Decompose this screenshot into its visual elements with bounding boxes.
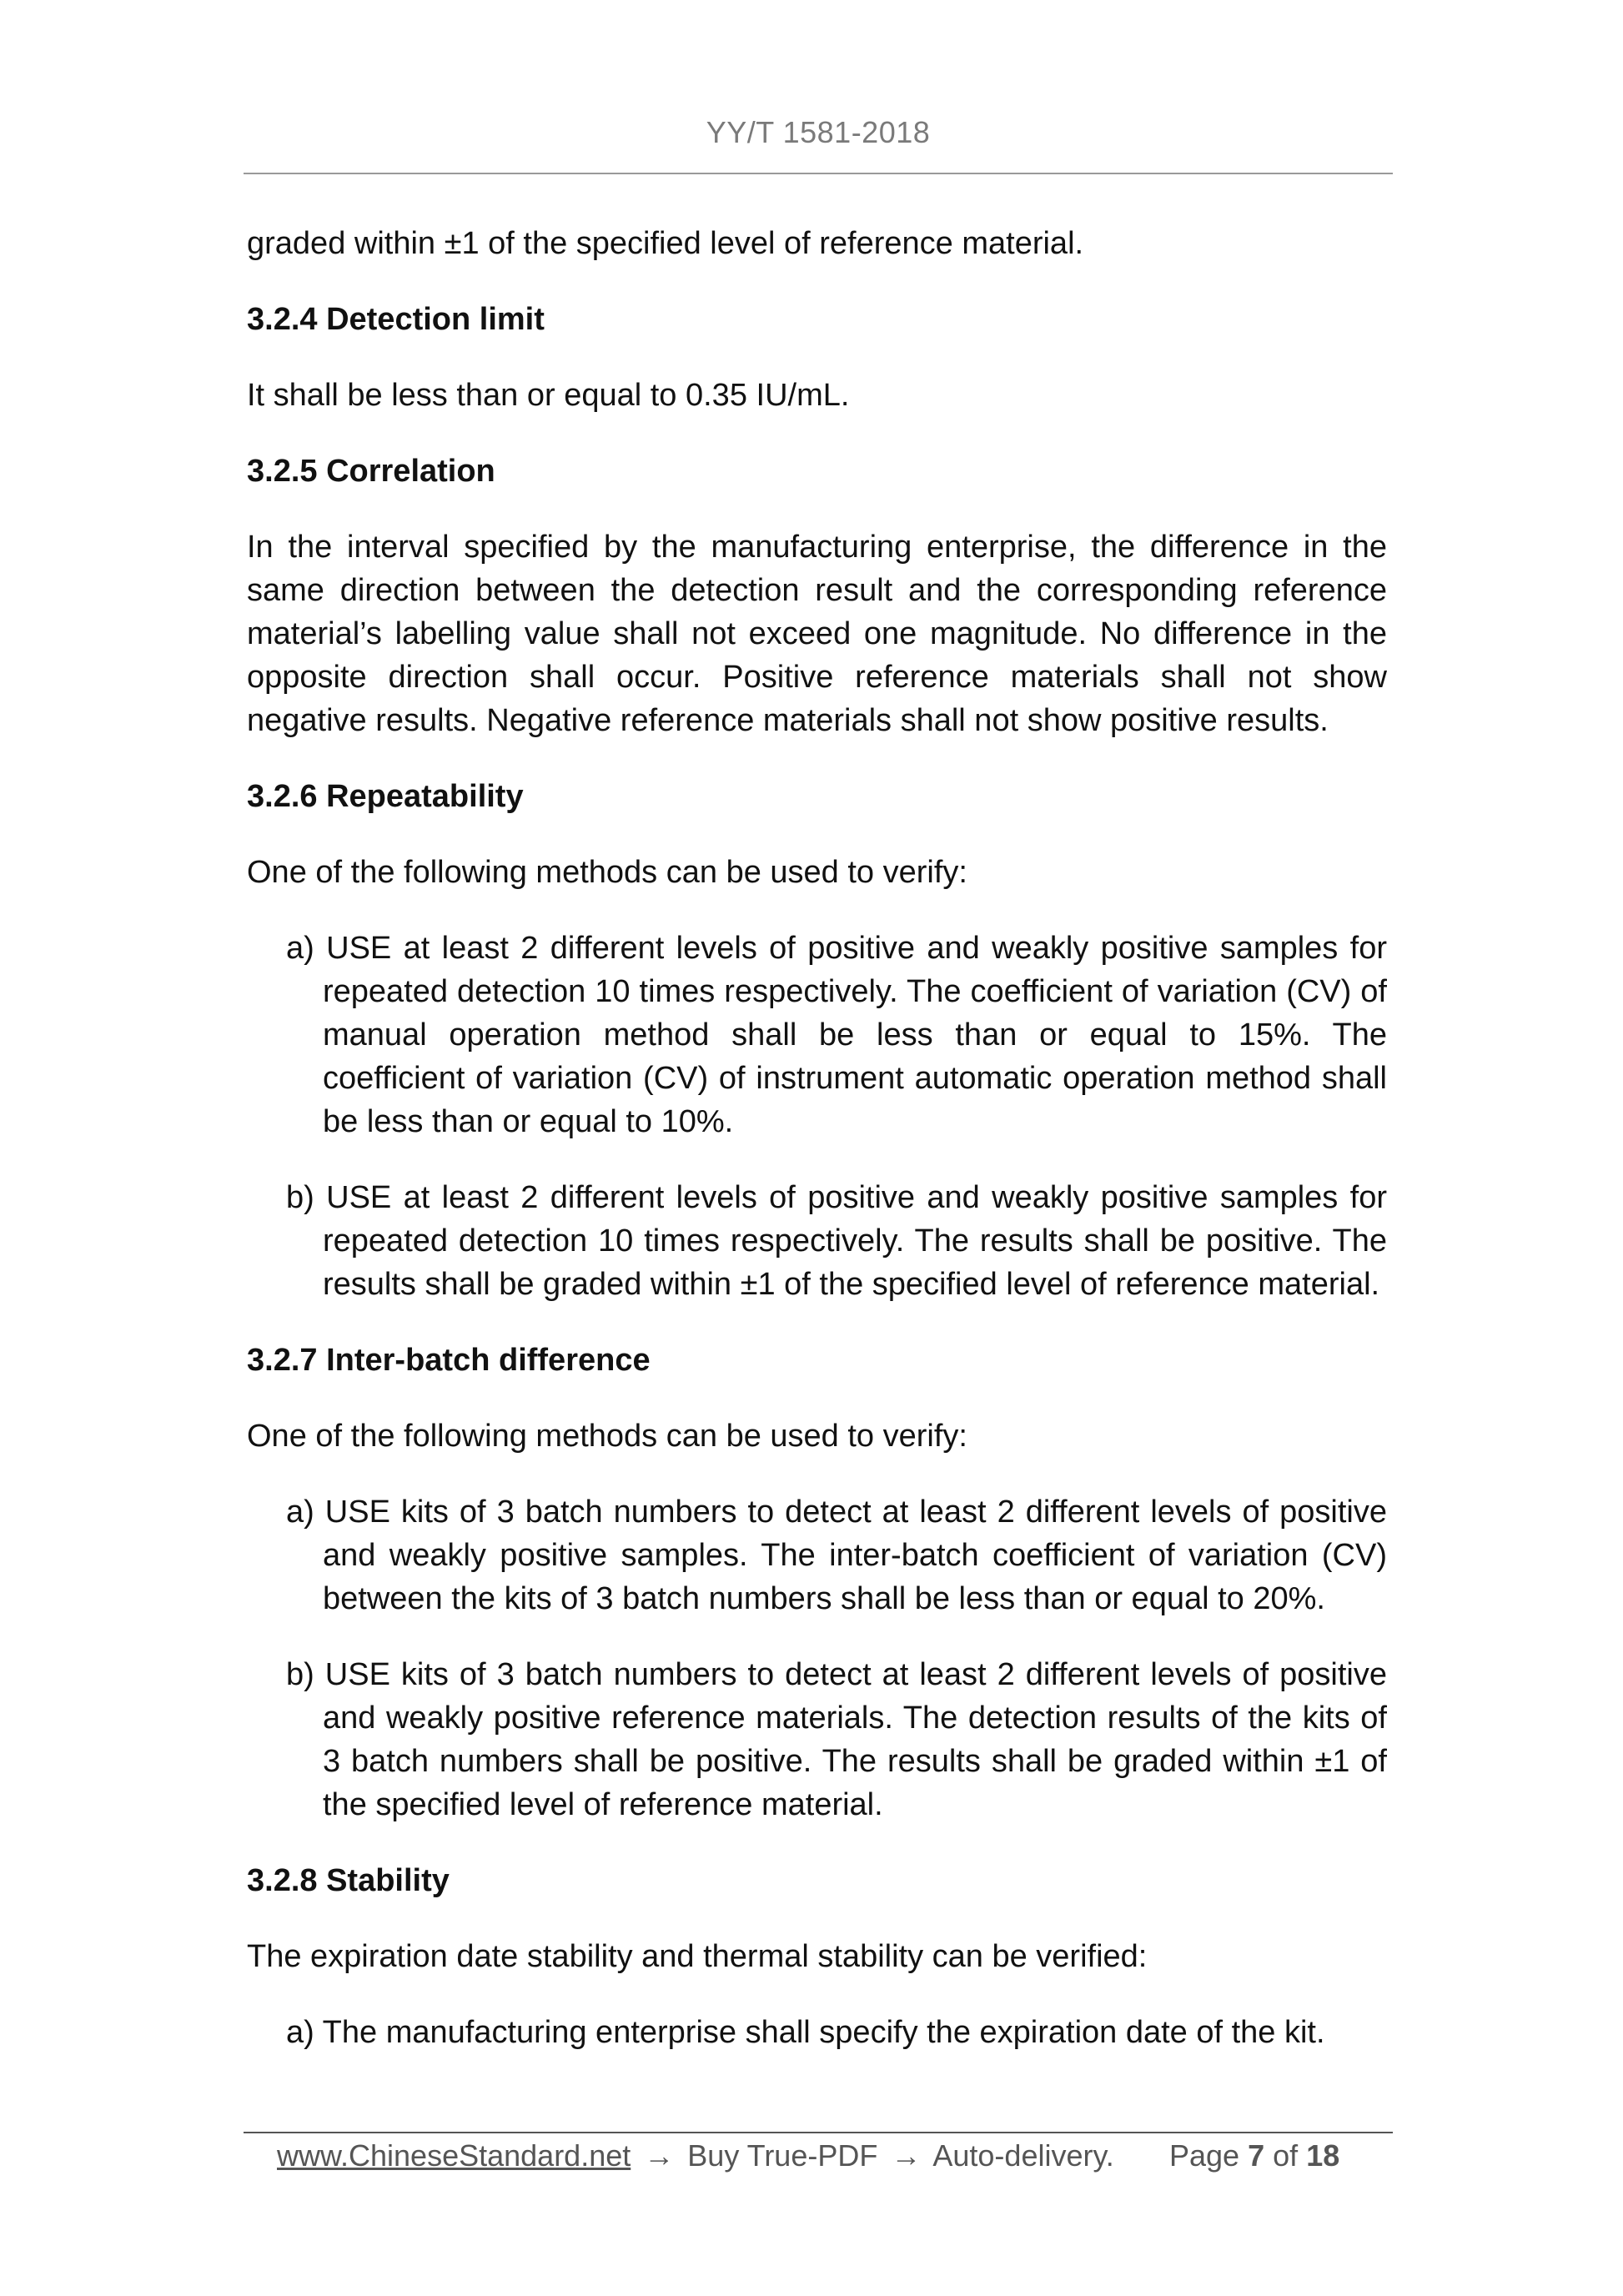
auto-delivery-text: Auto-delivery.: [932, 2138, 1114, 2173]
section-3-2-6-heading: 3.2.6 Repeatability: [247, 779, 524, 814]
section-3-2-7-item-a: a) USE kits of 3 batch numbers to detect at least 2 different levels of positive and weakly positive samples. The inter-batch coefficient of variation (CV) between the kits of 3 batch numbers shall be less than or equal to 20%.: [286, 1495, 1387, 1616]
section-3-2-5-text: In the interval specified by the manufacturing enterprise, the difference in the same direction between the detection result and the corresponding reference material’s labelling value shall not exceed one magnitude. No difference in the opposite direction shall occur. Positive reference materials shall not show negative results. Negative reference materials shall not show positive results.: [247, 530, 1387, 738]
page-body: [247, 222, 1387, 2087]
section-3-2-7-heading: 3.2.7 Inter-batch difference: [247, 1343, 651, 1378]
arrow-right-icon: →: [644, 2138, 675, 2173]
section-3-2-6-item-a: a) USE at least 2 different levels of positive and weakly positive samples for repeated detection 10 times respectively. The coefficient of variation (CV) of manual operation method shall be less than or equal to 15%. The coefficient of variation (CV) of instrument automatic operation method shall be less than or equal to 10%.: [286, 931, 1387, 1139]
arrow-right-icon: →: [891, 2138, 922, 2173]
page-total: 18: [1306, 2138, 1340, 2173]
buy-true-pdf-text: Buy True-PDF: [687, 2138, 878, 2173]
section-3-2-6-item-b: b) USE at least 2 different levels of positive and weakly positive samples for repeated detection 10 times respectively. The results shall be positive. The results shall be graded within ±1 of the specified level of reference material.: [286, 1180, 1387, 1302]
section-3-2-4-text: It shall be less than or equal to 0.35 IU/mL.: [247, 378, 850, 413]
section-3-2-7-item-b: b) USE kits of 3 batch numbers to detect at least 2 different levels of positive and weakly positive reference materials. The detection results of the kits of 3 batch numbers shall be positive. The results shall be graded within ±1 of the specified level of reference material.: [286, 1657, 1387, 1822]
section-3-2-4-heading: 3.2.4 Detection limit: [247, 302, 545, 337]
intro-paragraph: graded within ±1 of the specified level of reference material.: [247, 226, 1084, 261]
section-3-2-7-intro: One of the following methods can be used to verify:: [247, 1419, 967, 1454]
section-3-2-5-heading: 3.2.5 Correlation: [247, 454, 495, 489]
page-header-doc-id: YY/T 1581-2018: [706, 115, 931, 149]
header-divider: [244, 173, 1393, 174]
section-3-2-6-intro: One of the following methods can be used to verify:: [247, 855, 967, 890]
section-3-2-8-heading: 3.2.8 Stability: [247, 1863, 450, 1898]
page-footer: [277, 2135, 1361, 2177]
section-3-2-8-item-a: a) The manufacturing enterprise shall specify the expiration date of the kit.: [286, 2015, 1325, 2050]
website-link[interactable]: www.ChineseStandard.net: [277, 2138, 631, 2173]
of-label: of: [1273, 2138, 1299, 2173]
page-current: 7: [1248, 2138, 1265, 2173]
footer-divider: [244, 2132, 1393, 2133]
section-3-2-8-intro: The expiration date stability and thermal stability can be verified:: [247, 1939, 1148, 1974]
page-number: [1169, 2135, 1339, 2177]
page-label: Page: [1169, 2138, 1240, 2173]
